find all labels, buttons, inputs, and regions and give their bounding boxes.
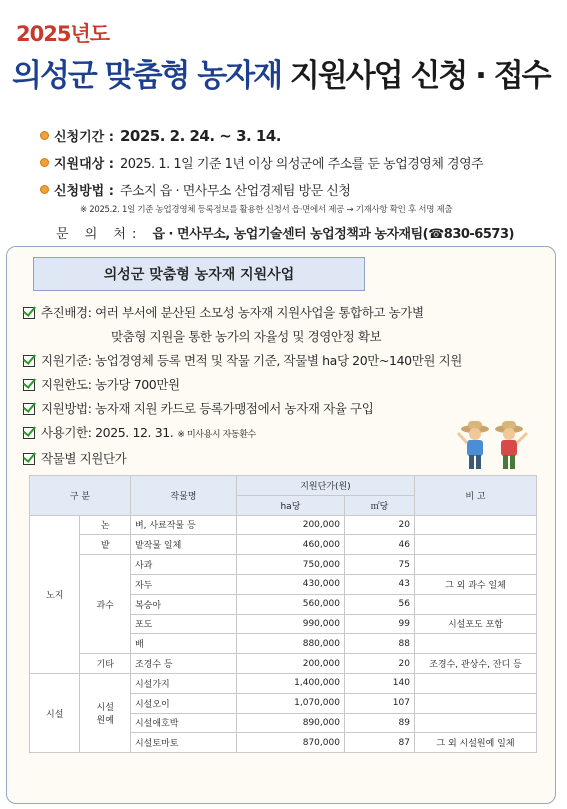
cell-m2: 88 (344, 634, 414, 654)
cell-crop: 복숭아 (130, 594, 236, 614)
cell-ha: 880,000 (236, 634, 344, 654)
title-main: 의성군 맞춤형 농자재 (12, 58, 282, 94)
info-list (40, 122, 560, 203)
contact-label: 문 의 처: (56, 227, 143, 242)
checkbox-icon (23, 379, 35, 391)
table-row (30, 555, 537, 575)
th-remarks: 비 고 (414, 476, 536, 516)
group-facility: 시설 (30, 673, 80, 752)
table-row (30, 673, 537, 693)
info-row-method (40, 176, 560, 203)
group-paddy: 논 (80, 515, 130, 535)
cell-remark: 그 외 과수 일체 (414, 574, 536, 594)
item-text: 지원방법: 농자재 지원 카드로 등록가맹점에서 농자재 자율 구입 (41, 401, 374, 416)
checkbox-icon (23, 427, 35, 439)
cell-m2: 107 (344, 693, 414, 713)
info-label: 신청방법 : (54, 184, 114, 199)
checkbox-icon (23, 403, 35, 415)
cell-crop: 시설토마토 (130, 733, 236, 753)
item-text: 작물별 지원단가 (41, 451, 127, 466)
farmers-illustration-icon (453, 417, 533, 477)
info-label: 신청기간 : (54, 130, 114, 145)
list-item (23, 301, 543, 325)
table-row (30, 654, 537, 674)
th-per-m2: ㎡당 (344, 495, 414, 515)
cell-ha: 460,000 (236, 535, 344, 555)
list-item-continuation (23, 325, 543, 349)
cell-remark: 시설포도 포함 (414, 614, 536, 634)
cell-crop: 시설오이 (130, 693, 236, 713)
cell-m2: 43 (344, 574, 414, 594)
cell-ha: 560,000 (236, 594, 344, 614)
th-per-ha: ha당 (236, 495, 344, 515)
th-crop: 작물명 (130, 476, 236, 516)
cell-remark (414, 535, 536, 555)
unit-price-table (29, 475, 537, 753)
cell-remark (414, 693, 536, 713)
group-outdoor: 노지 (30, 515, 80, 673)
group-field: 밭 (80, 535, 130, 555)
item-text: 지원기준: 농업경영체 등록 면적 및 작물 기준, 작물별 ha당 20만~140만원 지원 (41, 353, 462, 368)
th-unit-price: 지원단가(원) (236, 476, 414, 496)
contact (56, 223, 514, 242)
cell-crop: 배 (130, 634, 236, 654)
cell-remark: 그 외 시설원예 일체 (414, 733, 536, 753)
th-category: 구 분 (30, 476, 131, 516)
table-row (30, 515, 537, 535)
cell-crop: 시설애호박 (130, 713, 236, 733)
info-row-target (40, 149, 560, 176)
cell-crop: 사과 (130, 555, 236, 575)
cell-remark: 조경수, 관상수, 잔디 등 (414, 654, 536, 674)
cell-ha: 990,000 (236, 614, 344, 634)
program-panel (6, 246, 556, 804)
cell-m2: 20 (344, 515, 414, 535)
cell-m2: 140 (344, 673, 414, 693)
note: ※ 2025.2. 1일 기준 농업경영체 등록정보를 활용한 신청서 읍·면에서 제공 → 기재사항 확인 후 서명 제출 (80, 205, 453, 215)
group-facility-horticulture: 시설 원예 (80, 673, 130, 752)
cell-crop: 자두 (130, 574, 236, 594)
panel-heading: 의성군 맞춤형 농자재 지원사업 (33, 257, 365, 291)
cell-ha: 890,000 (236, 713, 344, 733)
cell-ha: 750,000 (236, 555, 344, 575)
cell-crop: 조경수 등 (130, 654, 236, 674)
cell-ha: 430,000 (236, 574, 344, 594)
cell-crop: 시설가지 (130, 673, 236, 693)
group-fruit: 과수 (80, 555, 130, 654)
bullet-icon (40, 131, 49, 140)
cell-m2: 87 (344, 733, 414, 753)
info-row-period (40, 122, 560, 149)
cell-m2: 89 (344, 713, 414, 733)
cell-m2: 56 (344, 594, 414, 614)
info-value: 2025. 1. 1일 기준 1년 이상 의성군에 주소를 둔 농업경영체 경영주 (119, 157, 484, 172)
cell-remark (414, 673, 536, 693)
year-label: 2025년도 (16, 22, 110, 46)
checkbox-icon (23, 307, 35, 319)
item-text: 지원한도: 농가당 700만원 (41, 377, 180, 392)
cell-ha: 200,000 (236, 654, 344, 674)
page-title (12, 50, 550, 95)
cell-remark (414, 634, 536, 654)
cell-remark (414, 713, 536, 733)
item-note: ※ 미사용시 자동환수 (177, 430, 256, 440)
table-row (30, 535, 537, 555)
title-rest: 지원사업 신청 · 접수 (289, 58, 550, 94)
item-text: 맞춤형 지원을 통한 농가의 자율성 및 경영안정 확보 (111, 329, 382, 344)
contact-value: 읍 · 면사무소, 농업기술센터 농업정책과 농자재팀(☎830-6573) (152, 227, 514, 242)
cell-m2: 20 (344, 654, 414, 674)
cell-m2: 75 (344, 555, 414, 575)
item-text: 사용기한: 2025. 12. 31. ※ 미사용시 자동환수 (41, 425, 256, 440)
cell-ha: 200,000 (236, 515, 344, 535)
checkbox-icon (23, 355, 35, 367)
cell-remark (414, 515, 536, 535)
bullet-icon (40, 158, 49, 167)
cell-crop: 포도 (130, 614, 236, 634)
cell-crop: 벼, 사료작물 등 (130, 515, 236, 535)
info-value: 2025. 2. 24. ~ 3. 14. (119, 126, 282, 145)
cell-remark (414, 555, 536, 575)
cell-m2: 46 (344, 535, 414, 555)
cell-crop: 밭작물 일체 (130, 535, 236, 555)
cell-remark (414, 594, 536, 614)
bullet-icon (40, 185, 49, 194)
list-item (23, 349, 543, 373)
info-label: 지원대상 : (54, 157, 114, 172)
cell-ha: 1,400,000 (236, 673, 344, 693)
cell-ha: 1,070,000 (236, 693, 344, 713)
cell-m2: 99 (344, 614, 414, 634)
info-value: 주소지 읍 · 면사무소 산업경제팀 방문 신청 (119, 184, 351, 199)
cell-ha: 870,000 (236, 733, 344, 753)
checkbox-icon (23, 453, 35, 465)
group-other: 기타 (80, 654, 130, 674)
list-item (23, 373, 543, 397)
item-text: 추진배경: 여러 부서에 분산된 소모성 농자재 지원사업을 통합하고 농가별 (41, 305, 424, 320)
